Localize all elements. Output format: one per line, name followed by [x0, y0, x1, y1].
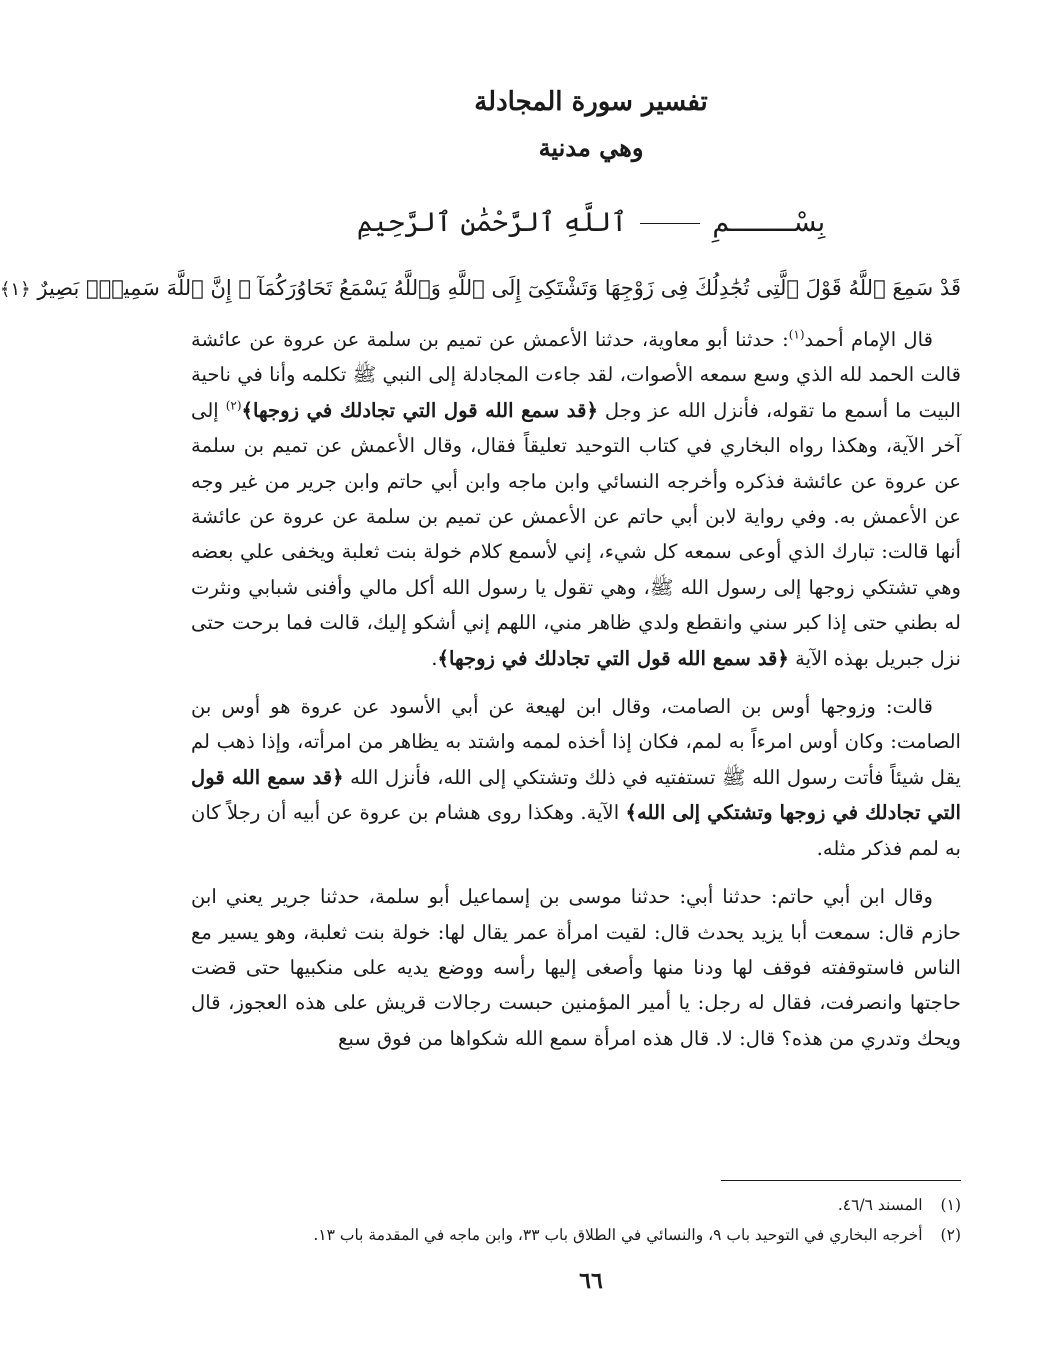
footnote-number: (١) — [940, 1196, 961, 1214]
surah-title: تفسير سورة المجادلة — [474, 87, 708, 117]
paragraph-2 — [191, 689, 961, 866]
paragraph-3 — [191, 879, 961, 1056]
p1-text-2: : حدثنا أبو معاوية، حدثنا الأعمش عن تميم بن سلمة عن عروة عن عائشة قالت الحمد لله الذي وسع سمعه الأصوات، لقد جاءت المجادلة إلى النبي ﷺ تكلمه وأنا في ناحية البيت ما أسمع ما تقوله، فأنزل الله عز وجل — [191, 328, 961, 422]
p2-text-2: الآية. وهكذا روى هشام بن عروة عن أبيه أن رجلاً كان به لمم فذكر مثله. — [191, 801, 961, 860]
paragraph-1 — [191, 322, 961, 676]
footnote-ref-1: (١) — [788, 327, 805, 342]
p2-quote-1: ﴿قد سمع الله قول التي تجادلك في زوجها وتشتكي إلى الله﴾ — [191, 765, 961, 825]
footnote-divider — [721, 1180, 961, 1181]
p1-text-3: إلى آخر الآية، وهكذا رواه البخاري في كتاب التوحيد تعليقاً فقال، وقال الأعمش عن تميم بن سلمة عن عروة عن عائشة فذكره وأخرجه النسائي وابن ماجه وابن أبي حاتم وابن جرير من غير وجه عن الأعمش به. وفي رواية لابن أبي حاتم عن الأعمش عن تميم بن سلمة عن عروة عن عائشة أنها قالت: تبارك الذي أوعى سمعه كل شيء، إني لأسمع كلام خولة بنت ثعلبة ويخفى علي بعضه وهي تشتكي زوجها إلى رسول الله ﷺ، وهي تقول يا رسول الله أكل مالي وأفنى شبابي ونثرت له بطني حتى إذا كبر سني وانقطع ولدي ظاهر مني، اللهم إني أشكو إليك، قالت فما برحت حتى نزل جبريل بهذه الآية — [191, 398, 961, 670]
quran-verse — [0, 266, 961, 312]
p1-text-4: . — [431, 646, 438, 670]
basmala — [125, 200, 1057, 246]
footnotes — [191, 1190, 961, 1250]
p3-text-1: وقال ابن أبي حاتم: حدثنا أبي: حدثنا موسى بن إسماعيل أبو سلمة، حدثنا جرير يعني ابن حازم قال: سمعت أبا يزيد يحدث قال: لقيت امرأة عمر يقال لها: خولة بنت ثعلبة، وهو يسير مع الناس فاستوقفته فوقف لها ودنا منها وأصغى إليها رأسه ووضع يديه على منكبيها حتى قضت حاجتها وانصرفت، فقال له رجل: يا أمير المؤمنين حبست رجالات قريش على هذه العجوز، قال ويحك وتدري من هذه؟ قال: لا. قال هذه امرأة سمع الله شكواها من فوق سبع — [191, 885, 961, 1050]
tafsir-body — [191, 322, 961, 1056]
heading-block — [125, 82, 1057, 168]
footnote-text: أخرجه البخاري في التوحيد باب ٩، والنسائي في الطلاق باب ٣٣، وابن ماجه في المقدمة باب ١٣. — [313, 1226, 923, 1244]
footnote-2 — [191, 1220, 961, 1250]
p1-text-1: قال الإمام أحمد — [804, 328, 933, 351]
footnote-1 — [191, 1190, 961, 1220]
basmala-stretch-line — [640, 223, 700, 224]
p1-quote-2: ﴿قد سمع الله قول التي تجادلك في زوجها﴾ — [437, 646, 789, 670]
surah-subtitle: وهي مدنية — [538, 133, 644, 162]
footnote-number: (٢) — [940, 1226, 961, 1244]
p2-text-1: قالت: وزوجها أوس بن الصامت، وقال ابن لهيعة عن أبي الأسود عن عروة هو أوس بن الصامت: وكان أوس امرءاً به لمم، فكان إذا أخذه لممه واشتد به يظاهر من امرأته، وإذا ذهب لم يقل شيئاً فأتت رسول الله ﷺ تستفتيه في ذلك وتشتكي إلى الله، فأنزل الله — [191, 695, 962, 789]
basmala-part-1: بِسْــــــــمِ — [712, 207, 826, 238]
verse-text: قَدْ سَمِعَ ٱللَّهُ قَوْلَ ٱلَّتِى تُجَٰدِلُكَ فِى زَوْجِهَا وَتَشْتَكِىٓ إِلَى ٱللَّهِ وَٱللَّهُ يَسْمَعُ تَحَاوُرَكُمَآ ۚ إِنَّ ٱللَّهَ سَمِيعٌۢ بَصِيرٌ — [37, 276, 961, 300]
basmala-part-2: ٱللَّهِ ٱلرَّحْمَٰنِ ٱلرَّحِيمِ — [356, 207, 628, 238]
p1-quote-1: ﴿قد سمع الله قول التي تجادلك في زوجها﴾ — [241, 398, 598, 422]
page-number: ٦٦ — [579, 1268, 603, 1294]
footnote-ref-2: (٢) — [225, 398, 242, 413]
footnote-text: المسند ٤٦/٦. — [837, 1196, 923, 1214]
verse-number-mark: ﴿١﴾ — [0, 279, 31, 300]
